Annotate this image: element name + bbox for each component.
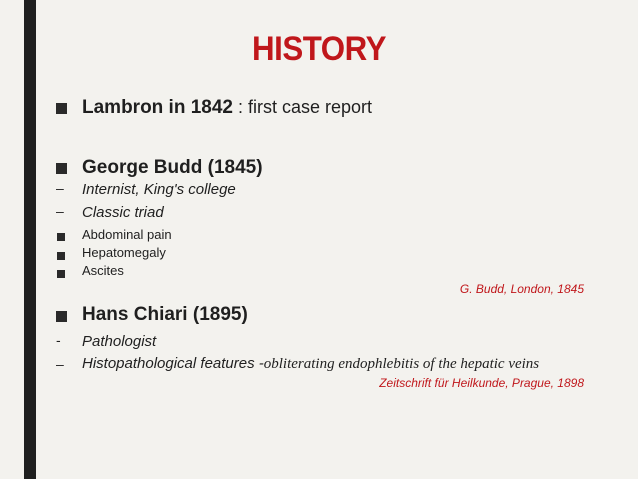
- bullet-square: [56, 311, 67, 322]
- chiari-sub-histopathology: [82, 355, 539, 373]
- chiari-heading: Hans Chiari (1895): [82, 304, 248, 325]
- triad-item: Ascites: [82, 263, 124, 278]
- bullet-square-small: [57, 233, 65, 241]
- dash-marker: –: [56, 180, 64, 196]
- histopathology-quote: obliterating endophlebitis of the hepatic veins: [263, 356, 540, 372]
- lambron-heading: Lambron in 1842: [82, 97, 233, 118]
- dash-marker: –: [56, 203, 64, 219]
- left-accent-bar: [24, 0, 36, 479]
- slide-title: HISTORY: [251, 30, 387, 68]
- bullet-square: [56, 163, 67, 174]
- histopathology-text: Histopathological features -: [82, 355, 264, 372]
- dash-marker: -: [56, 332, 61, 348]
- dash-marker: –: [56, 356, 64, 372]
- bullet-square-small: [57, 270, 65, 278]
- budd-sub-internist: Internist, King's college: [82, 181, 236, 198]
- budd-heading: George Budd (1845): [82, 157, 263, 178]
- item-lambron: [82, 97, 372, 119]
- bullet-square-small: [57, 252, 65, 260]
- triad-item: Hepatomegaly: [82, 245, 166, 260]
- chiari-sub-pathologist: Pathologist: [82, 333, 157, 350]
- lambron-text: : first case report: [233, 97, 373, 117]
- bullet-square: [56, 103, 67, 114]
- chiari-reference: Zeitschrift für Heilkunde, Prague, 1898: [379, 376, 584, 390]
- triad-item: Abdominal pain: [82, 227, 172, 242]
- budd-reference: G. Budd, London, 1845: [459, 282, 584, 296]
- budd-sub-triad: Classic triad: [82, 204, 164, 221]
